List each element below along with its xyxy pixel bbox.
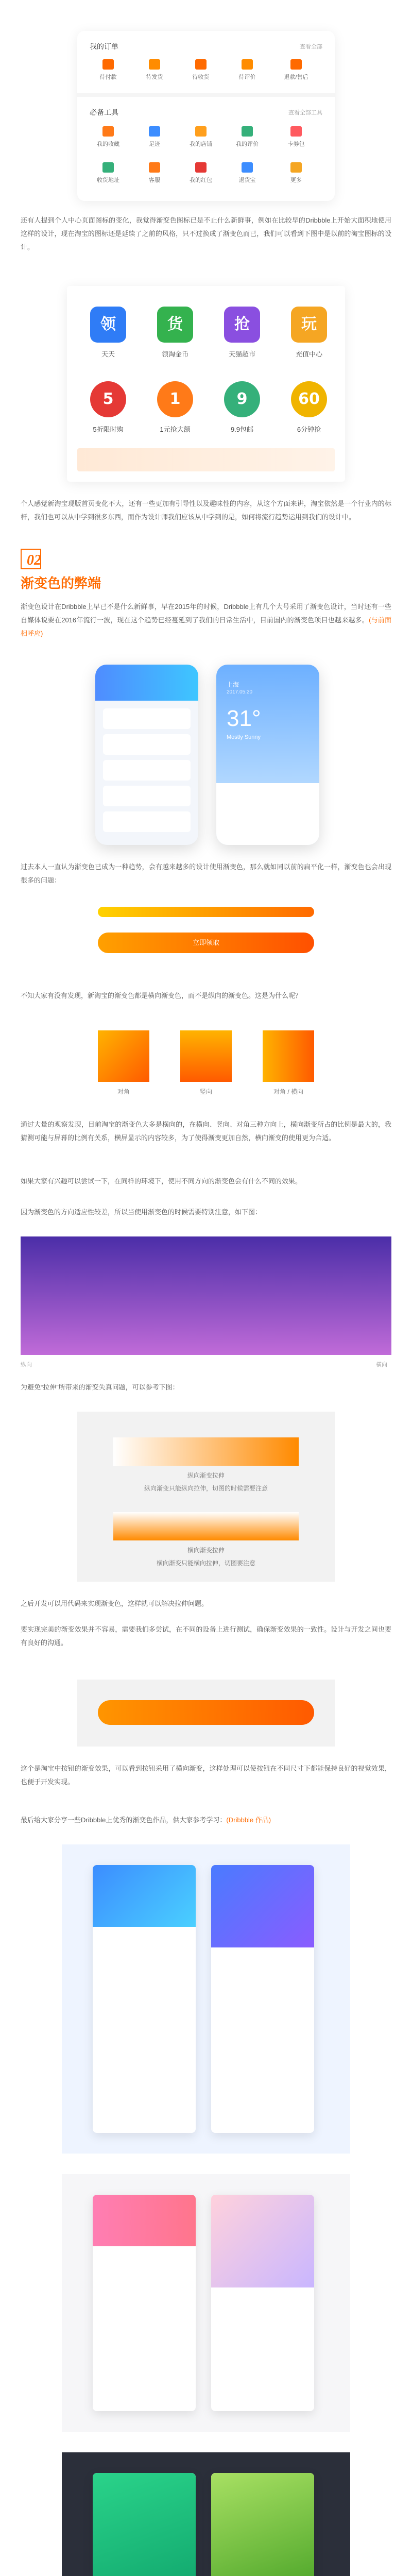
shop-icon xyxy=(195,126,207,137)
orders-title: 我的订单 xyxy=(90,42,118,50)
truck-icon xyxy=(195,59,207,70)
list-card[interactable] xyxy=(103,811,191,832)
dribbble-shot-5 xyxy=(93,2473,196,2576)
hex-label: 9.9包邮 xyxy=(230,426,254,433)
end-paragraph-2: 要实现完美的渐变效果并不容易，需要我们多尝试，在不同的设备上进行测试，确保渐变效果的一致性。设计与开发之间也要有良好的沟通。 xyxy=(21,1625,391,1647)
tools-more-link[interactable]: 查看全部工具 xyxy=(288,110,322,116)
weather-date: 2017.05.20 xyxy=(227,689,253,695)
location-icon xyxy=(102,162,114,173)
list-card[interactable] xyxy=(103,760,191,781)
dribbble-shot-6 xyxy=(211,2473,314,2576)
gradient-sample-horizontal xyxy=(263,1030,314,1082)
coupon-icon xyxy=(290,126,302,137)
refund-icon xyxy=(290,59,302,70)
pill-paragraph: 这个是淘宝中按钮的渐变效果，可以看到按钮采用了横向渐变，这样处理可以使按钮在不同尺寸下都能保持良好的视觉效果，也便于开发实现。 xyxy=(21,1765,391,1786)
redpacket-icon xyxy=(195,162,207,173)
grid-icon xyxy=(290,162,302,173)
list-card[interactable] xyxy=(103,734,191,755)
orders-more-link[interactable]: 查看全部 xyxy=(300,44,322,50)
shield-icon xyxy=(242,162,253,173)
grab-hex-icon[interactable]: 抢 xyxy=(224,307,260,343)
tool-address[interactable]: 收货地址 xyxy=(93,162,124,184)
weather-mode: Mostly Sunny xyxy=(227,734,261,740)
hex-label: 领淘金币 xyxy=(161,350,188,358)
reason2-paragraph: 如果大家有兴趣可以尝试一下，在同样的环境下，使用不同方向的渐变色会有什么不同的效果。 xyxy=(21,1177,302,1185)
shot-header xyxy=(93,2473,196,2576)
dribbble-shot-4 xyxy=(211,2195,314,2411)
tool-return[interactable]: 退货宝 xyxy=(232,162,263,184)
order-pending-receive[interactable]: 待收货 xyxy=(185,59,216,81)
sample-caption: 对角 xyxy=(117,1088,130,1095)
sample-caption: 竖向 xyxy=(199,1088,212,1095)
tool-favorites[interactable]: 我的收藏 xyxy=(93,126,124,148)
dribbble-shot-3 xyxy=(93,2195,196,2411)
hex-label: 1元抢大额 xyxy=(160,426,191,433)
phone-header-gradient xyxy=(95,665,198,701)
phone-mockup-left xyxy=(95,665,198,845)
dribbble-paragraph: 最后给大家分享一些Dribbble上优秀的渐变色作品，供大家参考学习：(Dribbble 作品) xyxy=(21,1816,271,1824)
box-icon xyxy=(149,59,160,70)
weather-bottom-panel xyxy=(216,783,319,845)
profile-menu-card xyxy=(77,31,335,201)
weather-temp: 31° xyxy=(227,706,261,731)
summary-paragraph: 个人感觉新淘宝现版首页变化不大，还有一些更加有引导性以及趣味性的内容，从这个方面来讲，淘宝依然是一个行业内的标杆，我们也可以从中学到很多东西，而作为设计师我们应该从中学到的是，如何将流行趋势运用到我们的设计中。 xyxy=(21,500,391,521)
stretch-label-1: 纵向渐变拉伸 xyxy=(187,1472,225,1479)
hex-icon-card xyxy=(67,286,345,482)
hex-label: 天天 xyxy=(101,350,115,358)
reason-paragraph: 通过大量的观察发现，目前淘宝的渐变色大多是横向的，在横向、竖向、对角三种方向上，横向渐变所占的比例是最大的，我猜测可能与屏幕的比例有关系，横屏显示的内容较多，为了使得渐变更加自然，横向渐变的使用更为合适。 xyxy=(21,1121,391,1142)
section2-paragraph: 渐变色设计在Dribbble上早已不是什么新鲜事，早在2015年的时候，Dribbble上有几个大号采用了渐变色设计，当时还有一些自媒体说要在2016年流行一波，现在这个趋势已经蔓延到了我们的日常生活中，目前国内的渐变色项目也越来越多。(与前面相呼应) xyxy=(21,603,391,637)
trend-paragraph: 过去本人一直认为渐变色已成为一种趋势，会有越来越多的设计使用渐变色，那么就如同以前的扁平化一样，渐变色也会出现很多的问题： xyxy=(21,863,391,884)
shot-header xyxy=(93,1865,196,1927)
coupon-hex-icon[interactable]: 领 xyxy=(90,307,126,343)
hex-label: 天猫超市 xyxy=(228,350,255,358)
tools-title: 必备工具 xyxy=(90,108,118,116)
tool-service[interactable]: 客服 xyxy=(139,162,170,184)
nine-hex-icon[interactable]: 9 xyxy=(224,381,260,417)
tool-coupons[interactable]: 卡券包 xyxy=(281,126,312,148)
hex-label: 充值中心 xyxy=(295,350,322,358)
comment-icon xyxy=(242,126,253,137)
fun-hex-icon[interactable]: 玩 xyxy=(291,307,327,343)
gradient-sample-diagonal xyxy=(98,1030,149,1082)
goods-hex-icon[interactable]: 货 xyxy=(157,307,193,343)
gradient-button[interactable]: 立即领取 xyxy=(98,933,314,953)
promo-banner[interactable] xyxy=(77,448,335,471)
order-pending-pay[interactable]: 待付款 xyxy=(93,59,124,81)
hex-label: 5折限时购 xyxy=(93,426,124,433)
section-number: 02 xyxy=(27,552,41,568)
shot-header xyxy=(93,2195,196,2246)
dribbble-shot-2 xyxy=(211,1865,314,2133)
hex-label: 6分钟抢 xyxy=(297,426,321,433)
stretch-bar-1 xyxy=(113,1437,299,1466)
shot-header xyxy=(211,2195,314,2287)
tool-shop[interactable]: 我的店铺 xyxy=(185,126,216,148)
tool-more[interactable]: 更多 xyxy=(281,162,312,184)
footprint-icon xyxy=(149,126,160,137)
section-title: 渐变色的弊端 xyxy=(21,575,101,591)
tool-reviews[interactable]: 我的评价 xyxy=(232,126,263,148)
shot-header xyxy=(211,1865,314,1947)
star-icon xyxy=(102,126,114,137)
purple-caption-left: 纵向 xyxy=(21,1362,32,1368)
phone-mockup-right xyxy=(216,665,319,845)
order-refund[interactable]: 退款/售后 xyxy=(281,59,312,81)
gradient-sample-vertical xyxy=(180,1030,232,1082)
orange-pill-button[interactable] xyxy=(98,1700,314,1725)
one-yuan-hex-icon[interactable]: 1 xyxy=(157,381,193,417)
stretch-caption-1: 纵向渐变只能纵向拉伸，切图的时候需要注意 xyxy=(144,1485,268,1492)
stretch-bar-2 xyxy=(113,1512,299,1540)
dribbble-shot-1 xyxy=(93,1865,196,2133)
stretch-paragraph: 为避免“拉伸”所带来的渐变失真问题，可以参考下图： xyxy=(21,1383,179,1391)
purple-caption-right: 横向 xyxy=(376,1362,387,1368)
wallet-icon xyxy=(102,59,114,70)
purple-gradient-sample xyxy=(21,1236,391,1355)
order-pending-review[interactable]: 待评价 xyxy=(232,59,263,81)
find-paragraph: 不知大家有没有发现，新淘宝的渐变色都是横向渐变色，而不是纵向的渐变色。这是为什么呢？ xyxy=(21,992,302,999)
half-off-hex-icon[interactable]: 5 xyxy=(90,381,126,417)
tool-redpacket[interactable]: 我的红包 xyxy=(185,162,216,184)
weather-city: 上海 xyxy=(227,681,239,688)
stretch-caption-2: 横向渐变只能横向拉伸，切图要注意 xyxy=(156,1560,255,1567)
sample-caption: 对角 / 横向 xyxy=(273,1088,303,1095)
headset-icon xyxy=(149,162,160,173)
dribbble-link[interactable]: (Dribbble 作品) xyxy=(226,1816,271,1824)
shot-header xyxy=(211,2473,314,2576)
chat-icon xyxy=(242,59,253,70)
order-pending-ship[interactable]: 待发货 xyxy=(139,59,170,81)
sixty-hex-icon[interactable]: 60 xyxy=(291,381,327,417)
stretch-label-2: 横向渐变拉伸 xyxy=(187,1547,225,1554)
list-card[interactable] xyxy=(103,708,191,729)
purple-paragraph: 因为渐变色的方向适应性较差，所以当使用渐变色的时候需要特别注意，如下图： xyxy=(21,1208,262,1216)
end-paragraph-1: 之后开发可以用代码来实现渐变色，这样就可以解决拉伸问题。 xyxy=(21,1600,209,1607)
gradient-strip xyxy=(98,907,314,917)
list-card[interactable] xyxy=(103,786,191,806)
divider xyxy=(77,93,335,97)
intro-paragraph: 还有人提到个人中心页面图标的变化，我觉得渐变色图标已是不止什么新鲜事，例如在比较早的Dribbble上开始大面积地使用这样的设计，现在淘宝的图标还是延续了之前的风格，只不过换成了渐变色而已，我们可以看到下图中是以前的淘宝图标的设计。 xyxy=(21,216,391,251)
section2-link[interactable]: (与前面相呼应) xyxy=(21,616,391,637)
tool-footprint[interactable]: 足迹 xyxy=(139,126,170,148)
